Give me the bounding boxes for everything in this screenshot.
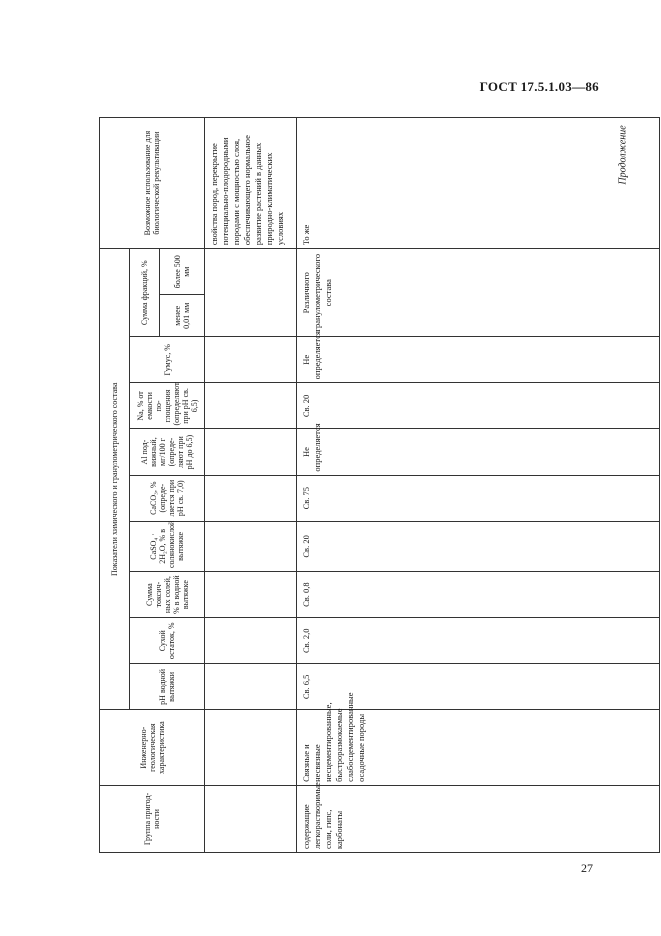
cell-empty	[205, 785, 297, 852]
cell-possible-use: То же	[297, 118, 660, 249]
cell-ph: Св. 6,5	[297, 664, 660, 710]
header-possible-use: Возможное использование для биологической рекультивации	[100, 118, 205, 249]
continuation-label: Продолжение	[617, 125, 629, 185]
cell-empty	[205, 383, 297, 429]
header-indicators: Показатели химического и гранулометрического состава	[100, 249, 130, 710]
cell-al: Не определяется	[297, 429, 660, 475]
cell-gypsum: Св. 20	[297, 521, 660, 571]
header-fraction-large: более 500 мм	[160, 249, 205, 295]
cell-group: содержащие легкорастворимые соли, гипс, карбонаты	[297, 785, 660, 852]
header-group: Группа пригод-ности	[100, 785, 205, 852]
cell-empty	[205, 475, 297, 521]
header-fraction-small: менее 0,01 мм	[160, 295, 205, 337]
header-caco3: CaCO₃, % (опреде-ляется при pH св. 7,0)	[130, 475, 205, 521]
cell-engineering: Связные и несвязные несцементированные, быстроразмокаемые слабосцементированные осадочные породы	[297, 710, 660, 785]
cell-empty	[205, 664, 297, 710]
cell-empty	[205, 618, 297, 664]
page-number: 27	[581, 861, 593, 875]
header-humus: Гумус, %	[130, 337, 205, 383]
header-ph: pH водной вытяжки	[130, 664, 205, 710]
cell-empty	[205, 337, 297, 383]
soil-suitability-table	[99, 117, 660, 853]
cell-caco3: Св. 75	[297, 475, 660, 521]
cell-humus: Не определяется	[297, 337, 660, 383]
header-fractions: Сумма фракций, %	[130, 249, 160, 337]
header-engineering: Инженерно-геологическая характеристика	[100, 710, 205, 785]
cell-empty	[205, 710, 297, 785]
cell-fractions: Различного гранулометрического состава	[297, 249, 660, 337]
cell-empty	[205, 572, 297, 618]
header-dry-residue: Сухой остаток, %	[130, 618, 205, 664]
cell-toxic-salts: Св. 0,8	[297, 572, 660, 618]
cell-empty	[205, 429, 297, 475]
cell-empty	[205, 521, 297, 571]
header-al: Al под-вижный, мг/100 г (опреде-ляют при pH до 6,5)	[130, 429, 205, 475]
header-gypsum: CaSO₄ · 2H₂O, % в солянокислой вытяжке	[130, 521, 205, 571]
cell-na: Св. 20	[297, 383, 660, 429]
cell-dry-residue: Св. 2,0	[297, 618, 660, 664]
document-code: ГОСТ 17.5.1.03—86	[479, 79, 599, 94]
cell-possible-use-prev: свойства пород, перекрытие потенциально-плодородными породами с мощностью слоя, обеспечивающего нормальное развитие растений в данных природно-климатических условиях	[205, 118, 297, 249]
header-na: Na, % от емкости по-глощения (определяют при pH св. 6,5)	[130, 383, 205, 429]
cell-empty	[205, 249, 297, 337]
rotated-table-container	[99, 117, 660, 853]
header-toxic-salts: Сумма токсич-ных солей, % в водной вытяжке	[130, 572, 205, 618]
